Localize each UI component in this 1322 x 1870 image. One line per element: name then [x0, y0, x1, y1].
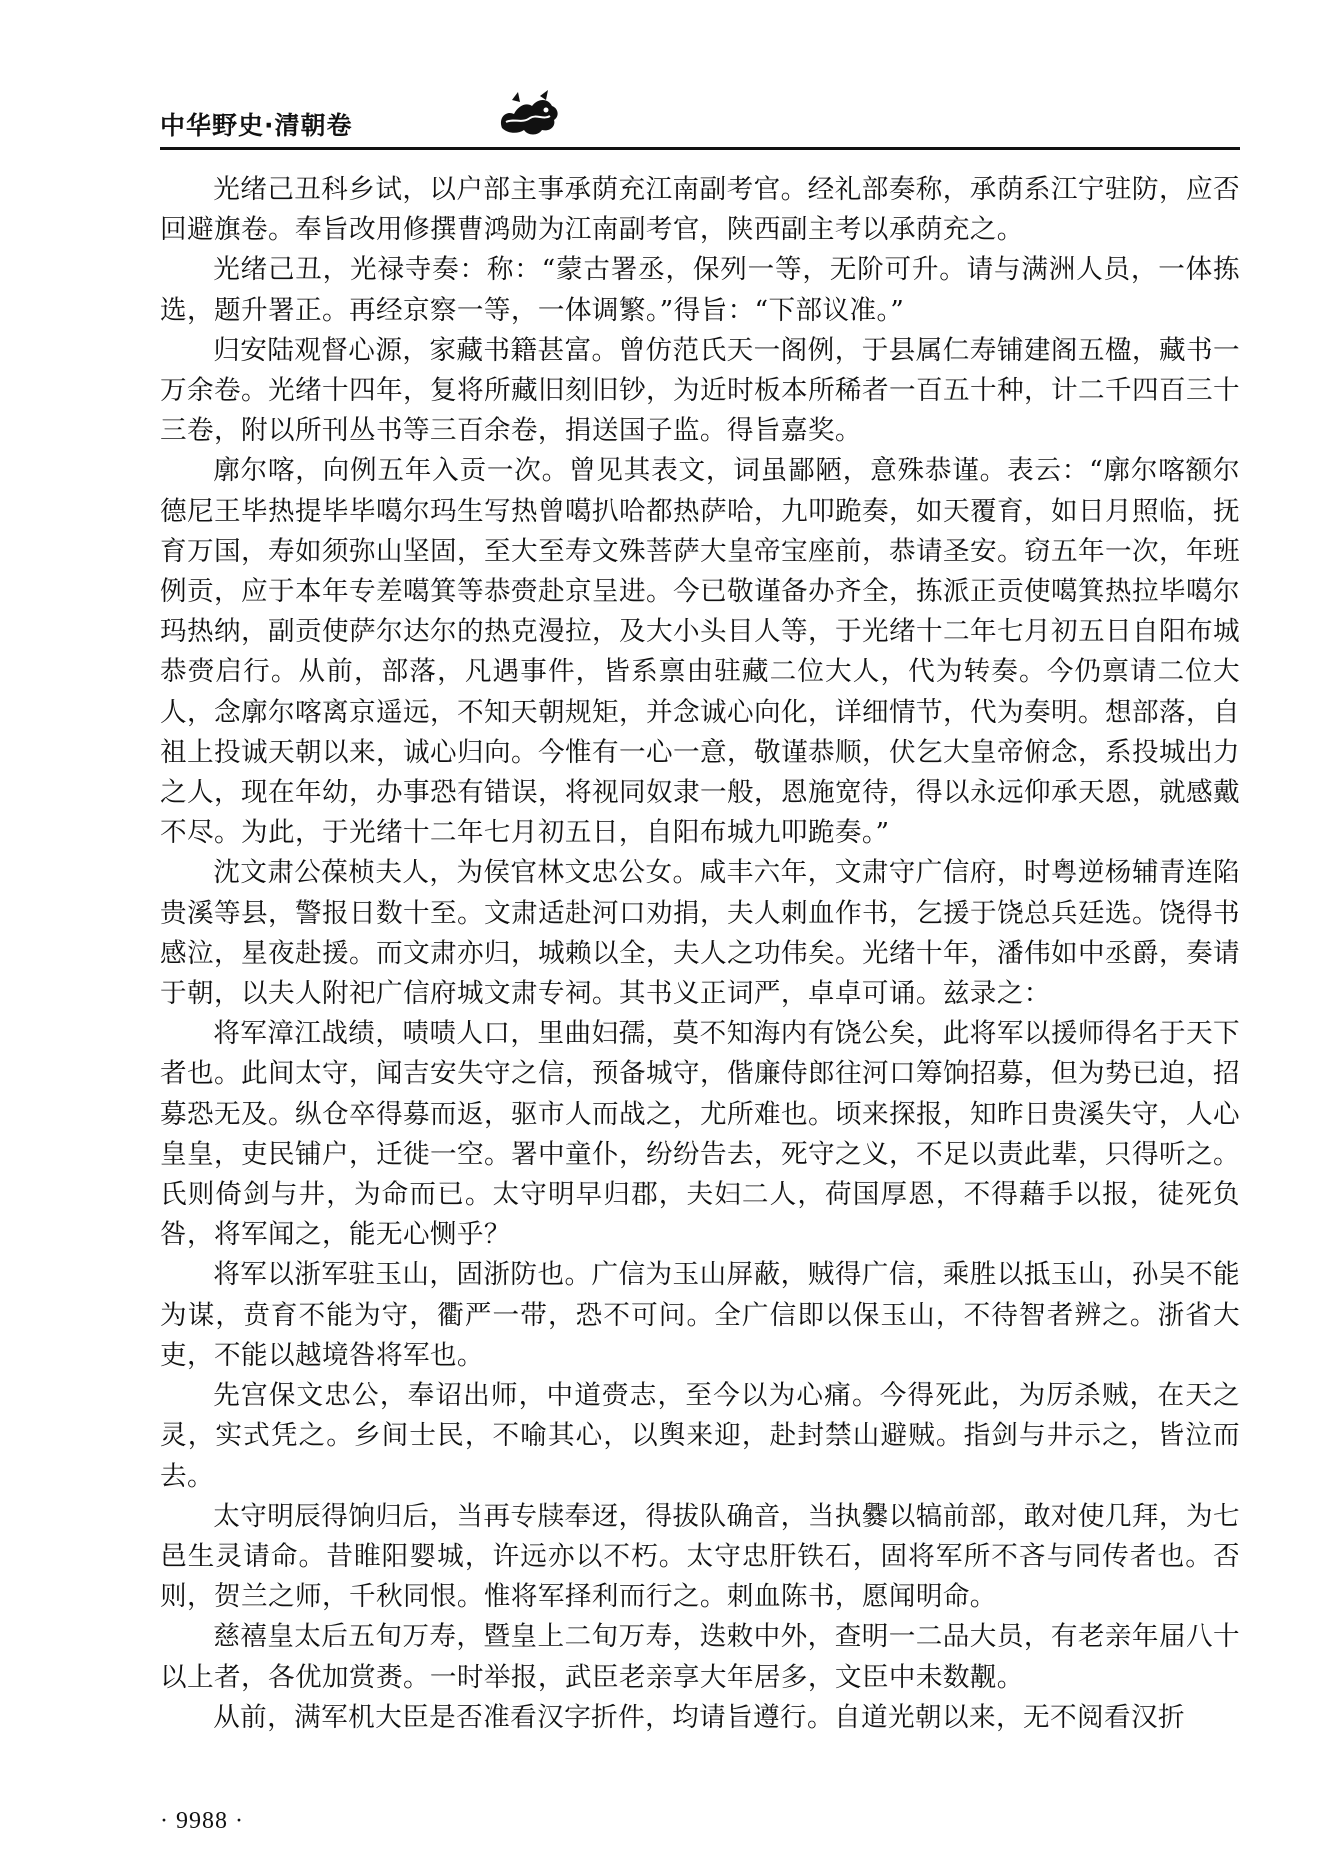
paragraph: 廓尔喀，向例五年入贡一次。曾见其表文，词虽鄙陋，意殊恭谨。表云：“廓尔喀额尔德尼王毕热提毕毕噶尔玛生写热曾噶扒哈都热萨哈，九叩跪奏，如天覆育，如日月照临，抚育万国，寿如须弥山坚固，至大至寿文殊菩萨大皇帝宝座前，恭请圣安。窃五年一次，年班例贡，应于本年专差噶箕等恭赍赴京呈进。今已敬谨备办齐全，拣派正贡使噶箕热拉毕噶尔玛热纳，副贡使萨尔达尔的热克漫拉，及大小头目人等，于光绪十二年七月初五日自阳布城恭赍启行。从前，部落，凡遇事件，皆系禀由驻藏二位大人，代为转奏。今仍禀请二位大人，念廓尔喀离京遥远，不知天朝规矩，并念诚心向化，详细情节，代为奏明。想部落，自祖上投诚天朝以来，诚心归向。今惟有一心一意，敬谨恭顺，伏乞大皇帝俯念，系投城出力之人，现在年幼，办事恐有错误，将视同奴隶一般，恩施宽待，得以永远仰承天恩，就感戴不尽。为此，于光绪十二年七月初五日，自阳布城九叩跪奏。”: [160, 455, 1240, 849]
paragraph: 沈文肃公葆桢夫人，为侯官林文忠公女。咸丰六年，文肃守广信府，时粤逆杨辅青连陷贵溪等县，警报日数十至。文肃适赴河口劝捐，夫人刺血作书，乞援于饶总兵廷选。饶得书感泣，星夜赴援。而文肃亦归，城赖以全，夫人之功伟矣。光绪十年，潘伟如中丞爵，奏请于朝，以夫人附祀广信府城文肃专祠。其书义正词严，卓卓可诵。兹录之：: [160, 857, 1240, 1010]
page-number: · 9988 ·: [160, 1808, 244, 1834]
paragraph: 归安陆观督心源，家藏书籍甚富。曾仿范氏天一阁例，于县属仁寿铺建阁五楹，藏书一万余卷。光绪十四年，复将所藏旧刻旧钞，为近时板本所稀者一百五十种，计二千四百三十三卷，附以所刊丛书等三百余卷，捐送国子监。得旨嘉奖。: [160, 334, 1240, 447]
paragraph: 光绪己丑，光禄寺奏：称：“蒙古署丞，保列一等，无阶可升。请与满洲人员，一体拣选，题升署正。再经京察一等，一体调繁。”得旨：“下部议准。”: [160, 254, 1240, 326]
paragraph: 慈禧皇太后五旬万寿，暨皇上二旬万寿，迭敕中外，查明一二品大员，有老亲年届八十以上者，各优加赏赉。一时举报，武臣老亲享大年居多，文臣中未数觏。: [160, 1621, 1240, 1693]
book-title: 中华野史·清朝卷: [160, 111, 353, 140]
running-header: [160, 92, 1240, 152]
paragraph: 将军漳江战绩，啧啧人口，里曲妇孺，莫不知海内有饶公矣，此将军以援师得名于天下者也。此间太守，闻吉安失守之信，预备城守，偕廉侍郎往河口筹饷招募，但为势已迫，招募恐无及。纵仓卒得募而返，驱市人而战之，尤所难也。顷来探报，知昨日贵溪失守，人心皇皇，吏民铺户，迁徙一空。署中童仆，纷纷告去，死守之义，不足以责此辈，只得听之。氏则倚剑与井，为命而已。太守明早归郡，夫妇二人，荷国厚恩，不得藉手以报，徒死负咎，将军闻之，能无心恻乎？: [160, 1018, 1240, 1251]
dragon-emblem-icon: [492, 88, 564, 140]
paragraph: 从前，满军机大臣是否准看汉字折件，均请旨遵行。自道光朝以来，无不阅看汉折: [213, 1701, 1185, 1733]
main-text: [160, 170, 1240, 1738]
header-rule: [160, 147, 1240, 150]
paragraph: 太守明辰得饷归后，当再专牍奉迓，得拔队确音，当执爨以犒前部，敢对使几拜，为七邑生灵请命。昔睢阳婴城，许远亦以不朽。太守忠肝铁石，固将军所不吝与同传者也。否则，贺兰之师，千秋同恨。惟将军择利而行之。刺血陈书，愿闻明命。: [160, 1500, 1240, 1613]
paragraph: 先宫保文忠公，奉诏出师，中道赍志，至今以为心痛。今得死此，为厉杀贼，在天之灵，实式凭之。乡间士民，不喻其心，以舆来迎，赴封禁山避贼。指剑与井示之，皆泣而去。: [160, 1380, 1240, 1492]
paragraph: 光绪己丑科乡试，以户部主事承荫充江南副考官。经礼部奏称，承荫系江宁驻防，应否回避旗卷。奉旨改用修撰曹鸿勋为江南副考官，陕西副主考以承荫充之。: [160, 174, 1240, 246]
paragraph: 将军以浙军驻玉山，固浙防也。广信为玉山屏蔽，贼得广信，乘胜以抵玉山，孙吴不能为谋，贲育不能为守，衢严一带，恐不可问。全广信即以保玉山，不待智者辨之。浙省大吏，不能以越境咎将军也。: [160, 1259, 1240, 1371]
